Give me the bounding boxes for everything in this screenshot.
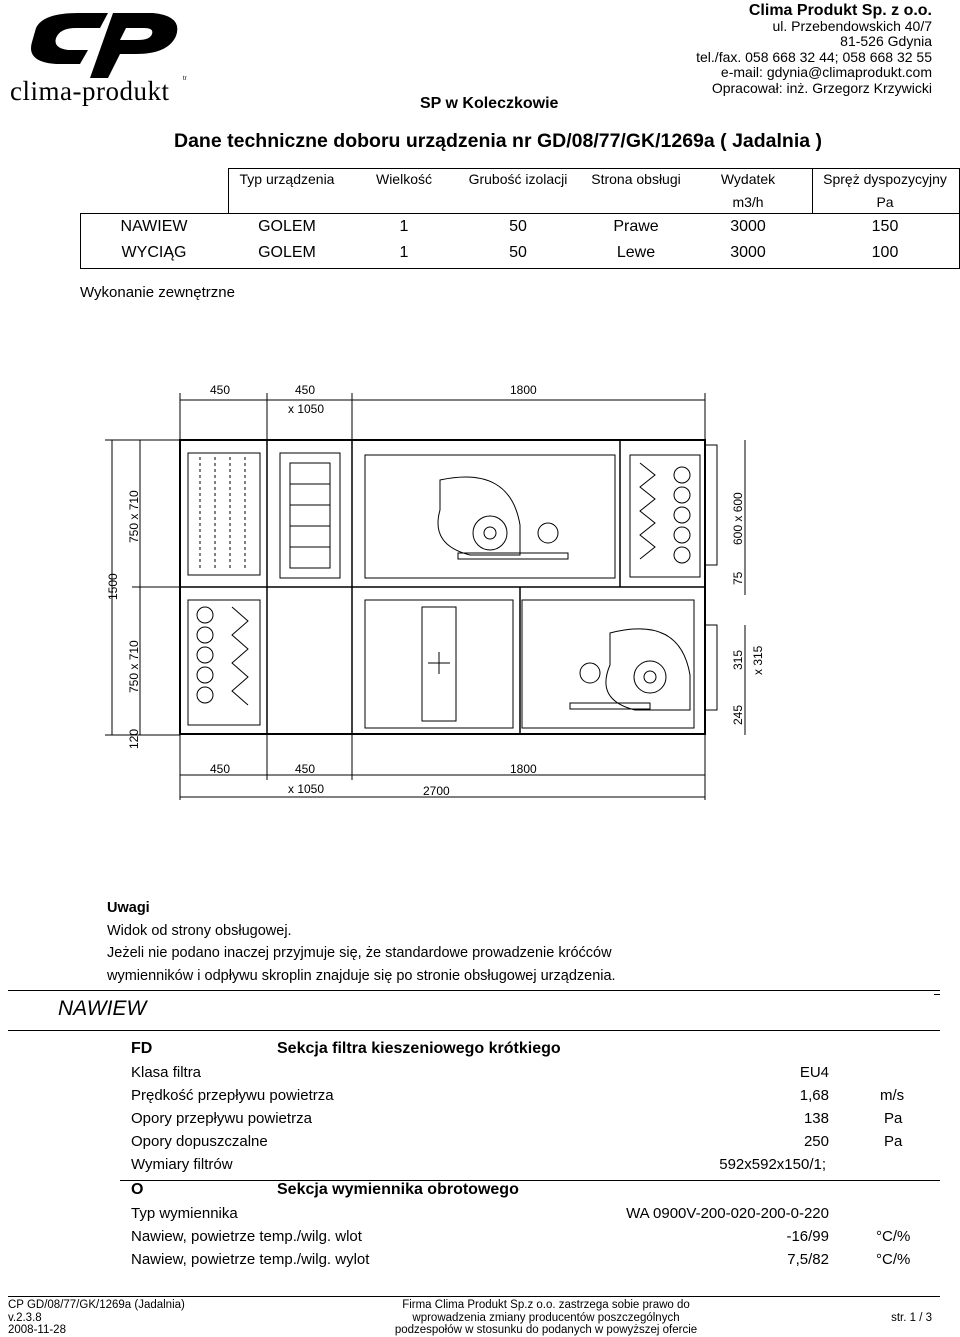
- param-label: Wymiary filtrów: [131, 1156, 233, 1173]
- project-name: SP w Koleczkowie: [420, 95, 559, 112]
- svg-text:tr: tr: [183, 76, 187, 82]
- row-label: NAWIEW: [120, 218, 188, 235]
- disclaimer-line: Firma Clima Produkt Sp.z o.o. zastrzega sobie prawo do: [402, 1299, 690, 1311]
- dim-bottom-2: 450: [295, 762, 316, 776]
- table-cell: GOLEM: [258, 218, 316, 235]
- dim-right-upper: 600 x 600: [731, 492, 745, 545]
- units-table: [80, 168, 960, 269]
- param-label: Typ wymiennika: [131, 1205, 238, 1222]
- param-value: 1,68: [799, 1087, 829, 1104]
- page-title: Dane techniczne doboru urządzenia nr GD/08/77/GK/1269a ( Jadalnia ): [174, 130, 823, 152]
- notes-line: Jeżeli nie podano inaczej przyjmuje się, że standardowe prowadzenie króćców: [107, 945, 612, 961]
- dim-bottom-sub: x 1050: [288, 782, 325, 796]
- param-unit: °C/%: [876, 1251, 911, 1268]
- param-unit: °C/%: [876, 1228, 911, 1245]
- param-value: WA 0900V-200-020-200-0-220: [626, 1205, 829, 1222]
- divider: [934, 994, 940, 995]
- header-pressure: Spręż dyspozycyjny: [823, 171, 947, 187]
- page-number: str. 1 / 3: [891, 1312, 932, 1324]
- notes-heading: Uwagi: [107, 900, 150, 916]
- table-cell: 50: [509, 244, 527, 261]
- param-unit: m/s: [880, 1087, 905, 1104]
- doc-date: 2008-11-28: [8, 1324, 66, 1336]
- divider: [8, 990, 940, 991]
- param-label: Prędkość przepływu powietrza: [131, 1087, 334, 1104]
- dim-right-low: 245: [731, 704, 745, 725]
- table-cell: GOLEM: [258, 244, 316, 261]
- dim-left-base: 120: [127, 728, 141, 749]
- dim-top-1: 450: [210, 383, 231, 397]
- table-cell: 1: [399, 244, 409, 261]
- param-label: Nawiew, powietrze temp./wilg. wlot: [131, 1228, 362, 1245]
- section-code: O: [131, 1181, 144, 1198]
- table-cell: 3000: [730, 244, 766, 261]
- param-value: 592x592x150/1;: [719, 1156, 826, 1173]
- logo-wordmark: clima-produkt: [10, 76, 170, 106]
- table-cell: 100: [871, 244, 899, 261]
- company-city: 81-526 Gdynia: [840, 33, 932, 49]
- company-name: Clima Produkt Sp. z o.o.: [748, 2, 932, 19]
- param-value: EU4: [799, 1064, 829, 1081]
- table-cell: 50: [509, 218, 527, 235]
- company-logo: [8, 8, 193, 108]
- param-value: 250: [803, 1133, 829, 1150]
- section-title: NAWIEW: [58, 997, 147, 1020]
- header-size: Wielkość: [375, 171, 432, 187]
- table-cell: 1: [399, 218, 409, 235]
- dim-left-upper: 750 x 710: [127, 490, 141, 543]
- execution-type: Wykonanie zewnętrzne: [80, 284, 235, 301]
- notes: [107, 897, 616, 987]
- param-label: Klasa filtra: [131, 1064, 202, 1081]
- param-value: 138: [803, 1110, 829, 1127]
- dim-bottom-1: 450: [210, 762, 231, 776]
- table-cell: 150: [871, 218, 899, 235]
- author-line: Opracował: inż. Grzegorz Krzywicki: [711, 79, 932, 96]
- header-insulation: Grubość izolacji: [468, 171, 568, 187]
- notes-line: wymienników i odpływu skroplin znajduje się po stronie obsługowej urządzenia.: [107, 967, 616, 984]
- dim-right-mid: 315: [731, 649, 745, 670]
- disclaimer-line: podzespołów w stosunku do podanych w powyższej ofercie: [394, 1324, 698, 1336]
- company-phone: tel./fax. 058 668 32 44; 058 668 32 55: [696, 48, 932, 65]
- section-code: FD: [131, 1040, 153, 1057]
- company-street: ul. Przebendowskich 40/7: [772, 17, 932, 34]
- row-label: WYCIĄG: [121, 244, 187, 261]
- dim-total: 2700: [423, 784, 450, 798]
- company-contact: [696, 3, 932, 96]
- doc-reference: CP GD/08/77/GK/1269a (Jadalnia): [8, 1299, 185, 1311]
- table-cell: 3000: [730, 218, 766, 235]
- param-label: Opory przepływu powietrza: [131, 1110, 312, 1127]
- unit-airflow: m3/h: [732, 194, 764, 210]
- unit-pressure: Pa: [876, 194, 894, 210]
- param-value: 7,5/82: [787, 1251, 829, 1268]
- param-value: -16/99: [786, 1228, 829, 1245]
- dim-left-lower: 750 x 710: [127, 640, 141, 693]
- header-service-side: Strona obsługi: [591, 171, 681, 187]
- param-label: Nawiew, powietrze temp./wilg. wylot: [131, 1251, 370, 1268]
- company-email: e-mail: gdynia@climaprodukt.com: [720, 64, 932, 80]
- notes-line: Widok od strony obsługowej.: [107, 922, 292, 939]
- param-unit: Pa: [884, 1110, 903, 1127]
- footer-disclaimer: [388, 1299, 704, 1337]
- param-unit: Pa: [884, 1133, 903, 1150]
- dim-top-2: 450: [295, 383, 316, 397]
- dim-left-total: 1500: [106, 573, 120, 600]
- header-airflow: Wydatek: [720, 171, 776, 187]
- dim-top-3: 1800: [510, 383, 537, 397]
- param-label: Opory dopuszczalne: [131, 1133, 268, 1150]
- section-name: Sekcja wymiennika obrotowego: [277, 1181, 519, 1198]
- dim-bottom-3: 1800: [510, 762, 537, 776]
- dim-top-sub: x 1050: [288, 402, 325, 416]
- doc-version: v.2.3.8: [8, 1311, 42, 1324]
- footer-left: [8, 1299, 185, 1337]
- table-cell: Prawe: [613, 218, 659, 235]
- footer-divider: [8, 1296, 940, 1297]
- dim-right-mid-sub: x 315: [751, 645, 765, 675]
- disclaimer-line: wprowadzenia zmiany producentów poszczególnych: [412, 1311, 680, 1324]
- table-cell: Lewe: [616, 244, 656, 261]
- divider: [120, 1180, 940, 1181]
- header-type: Typ urządzenia: [239, 171, 335, 187]
- section-name: Sekcja filtra kieszeniowego krótkiego: [277, 1040, 561, 1057]
- dim-right-gap: 75: [731, 571, 745, 585]
- unit-drawing: [90, 375, 770, 805]
- divider: [8, 1030, 940, 1031]
